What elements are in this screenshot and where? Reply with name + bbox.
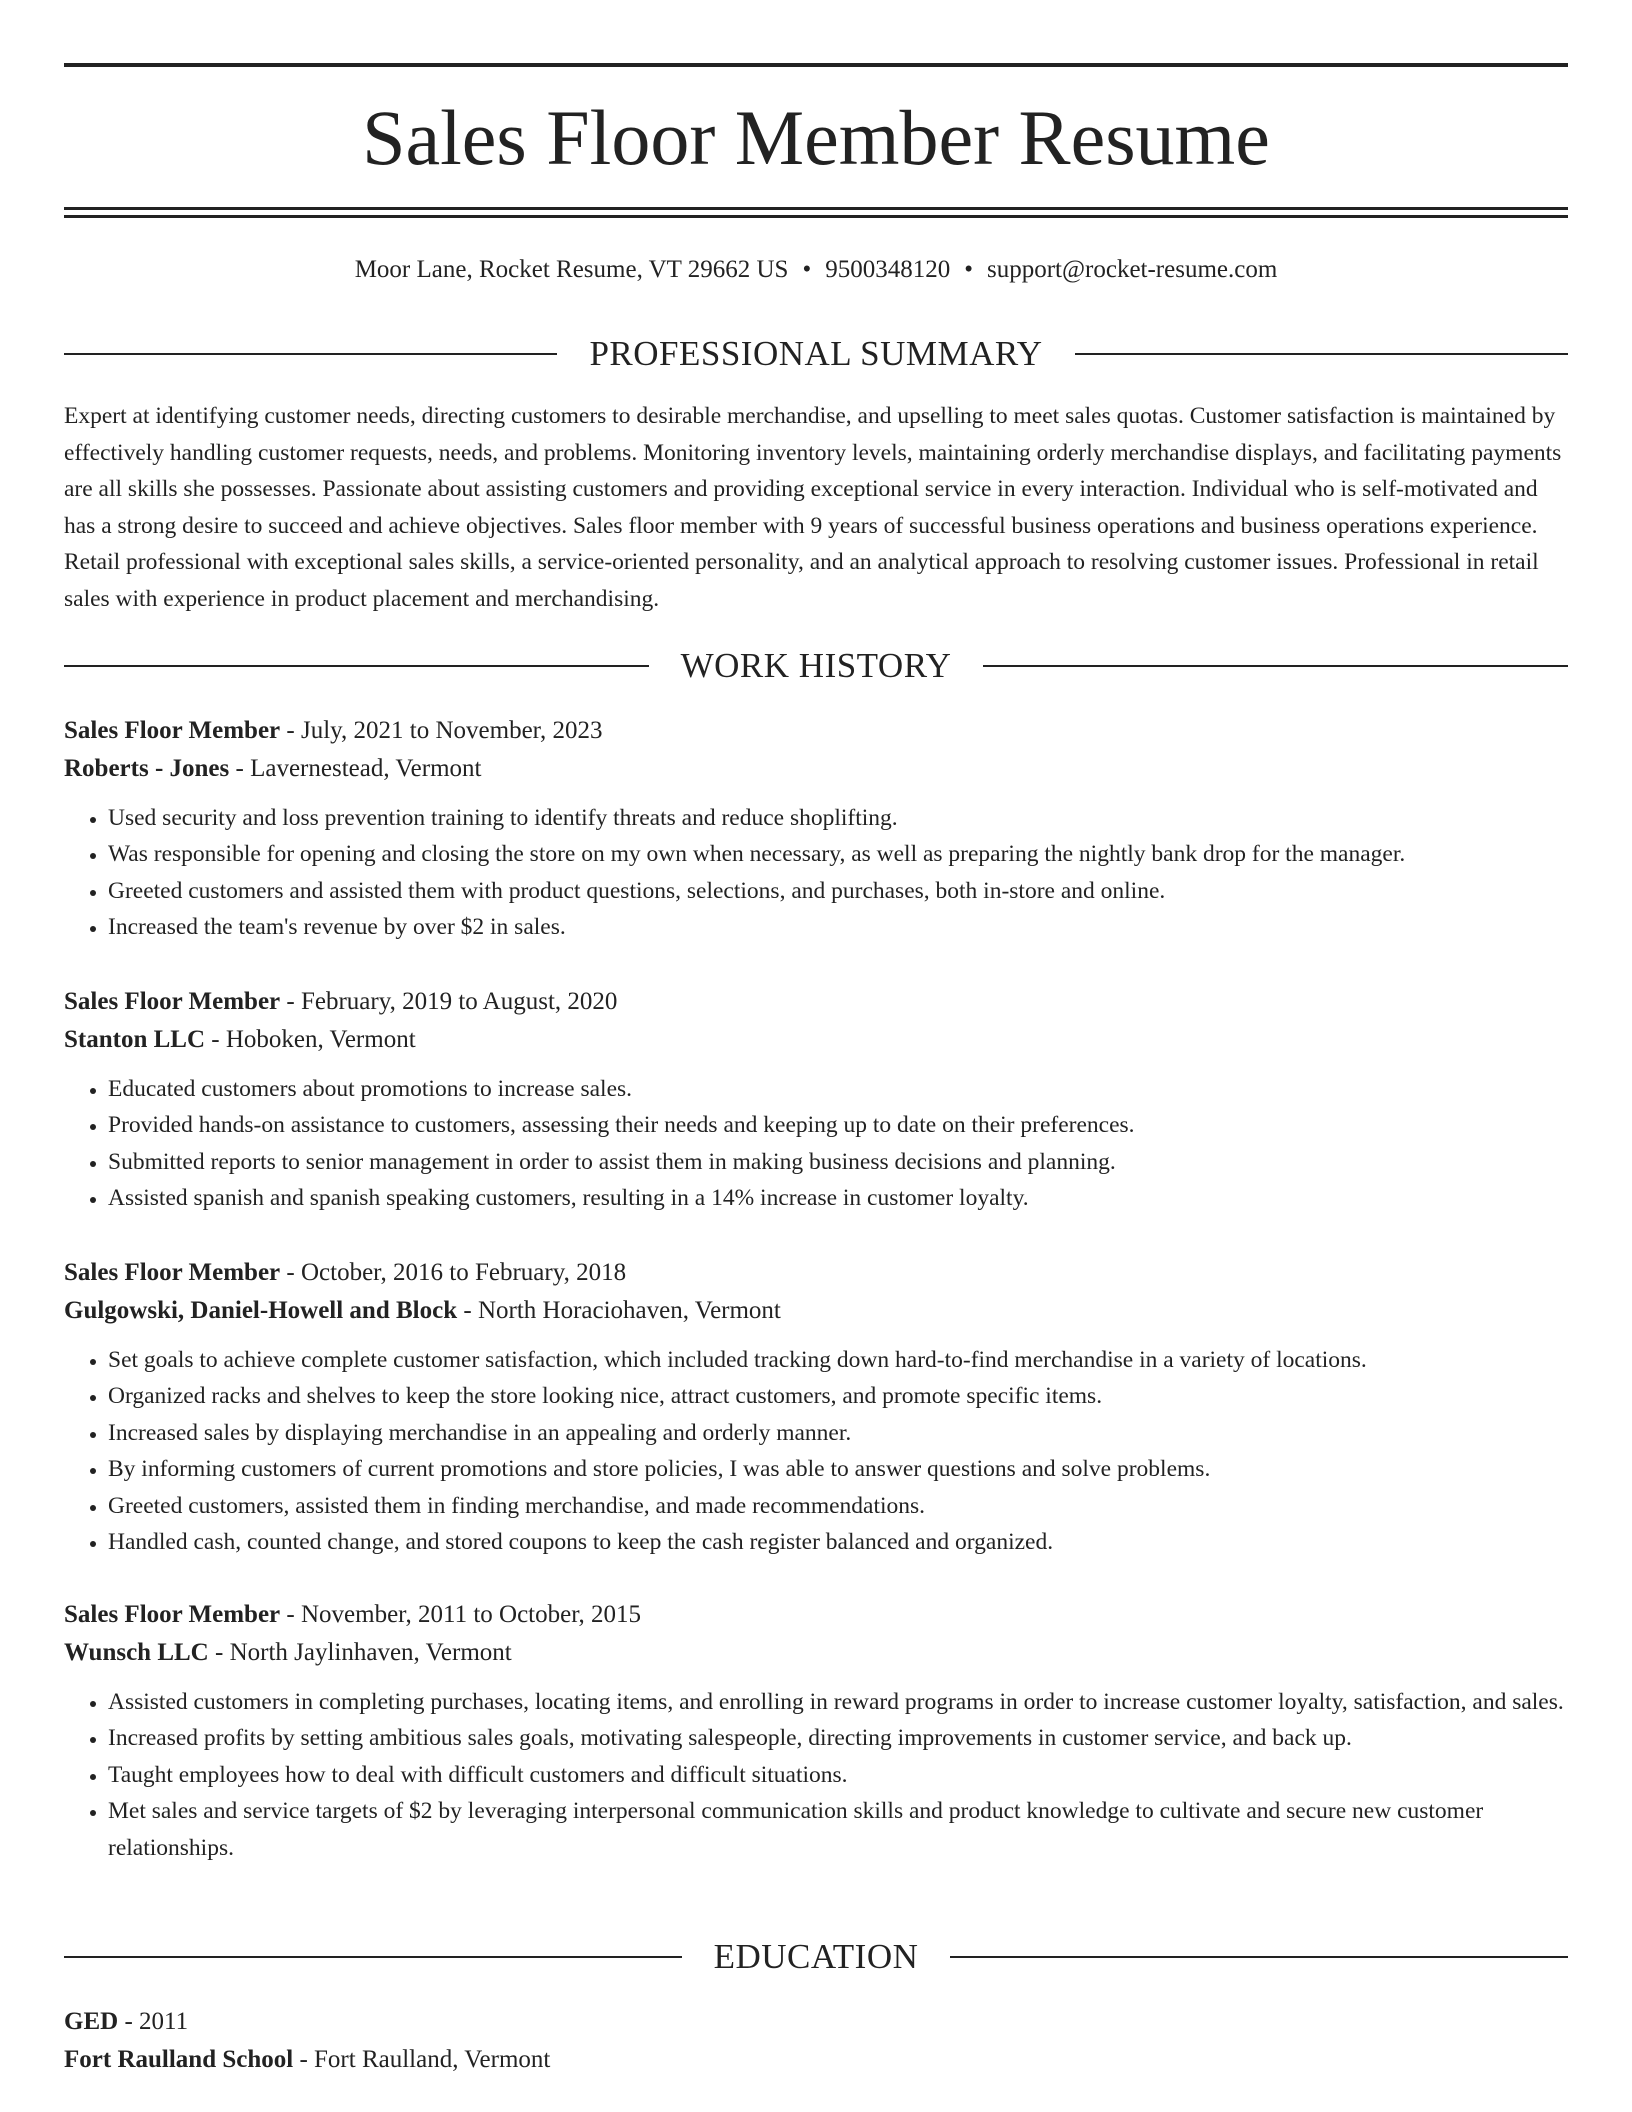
job-bullet: • Educated customers about promotions to increase sales. [108, 1071, 1568, 1107]
heading-rule-right [1075, 353, 1568, 355]
contact-separator: • [802, 256, 812, 283]
job-company: Wunsch LLC [64, 1639, 209, 1666]
contact-line [64, 252, 1568, 288]
job-bullet: • Was responsible for opening and closing the store on my own when necessary, as well as preparing the nightly bank drop for the manager. [108, 836, 1568, 872]
job-entry [64, 712, 1568, 946]
job-company-row [64, 1292, 1568, 1330]
job-bullet: • Provided hands-on assistance to customers, assessing their needs and keeping up to date on their preferences. [108, 1107, 1568, 1143]
job-bullet: • By informing customers of current promotions and store policies, I was able to answer questions and solve problems. [108, 1451, 1568, 1487]
job-title: Sales Floor Member [64, 717, 281, 744]
job-bullet: • Met sales and service targets of $2 by leveraging interpersonal communication skills and product knowledge to cultivate and secure new customer relationships. [108, 1793, 1568, 1866]
contact-phone: 9500348120 [825, 256, 951, 283]
job-bullets [64, 1684, 1568, 1866]
job-bullet: • Set goals to achieve complete customer satisfaction, which included tracking down hard-to-find merchandise in a variety of locations. [108, 1342, 1568, 1378]
job-title: Sales Floor Member [64, 988, 281, 1015]
job-title-row [64, 1254, 1568, 1292]
job-dates: - February, 2019 to August, 2020 [280, 988, 618, 1015]
heading-rule-left [64, 1956, 682, 1958]
job-title: Sales Floor Member [64, 1601, 281, 1628]
work-section-heading [64, 644, 1568, 688]
job-dates: - July, 2021 to November, 2023 [280, 717, 603, 744]
job-entry [64, 1596, 1568, 1866]
contact-separator: • [964, 256, 973, 283]
education-location: - Fort Raulland, Vermont [293, 2046, 551, 2073]
job-company-row [64, 1021, 1568, 1059]
education-year: - 2011 [118, 2008, 189, 2035]
job-title: Sales Floor Member [64, 1259, 281, 1286]
job-entry [64, 1254, 1568, 1560]
title-double-rule [64, 207, 1568, 218]
job-dates: - October, 2016 to February, 2018 [280, 1259, 627, 1286]
job-bullets [64, 800, 1568, 946]
job-bullet: • Handled cash, counted change, and stored coupons to keep the cash register balanced and organized. [108, 1524, 1568, 1560]
job-bullet: • Submitted reports to senior management in order to assist them in making business decisions and planning. [108, 1144, 1568, 1180]
job-bullet: • Taught employees how to deal with difficult customers and difficult situations. [108, 1757, 1568, 1793]
heading-rule-left [64, 353, 557, 355]
education-school: Fort Raulland School [64, 2046, 294, 2073]
job-bullet: • Increased profits by setting ambitious sales goals, motivating salespeople, directing improvements in customer service, and back up. [108, 1720, 1568, 1756]
job-company: Stanton LLC [64, 1026, 206, 1053]
section-title: EDUCATION [713, 1937, 919, 1976]
job-title-row [64, 1596, 1568, 1634]
job-location: - Lavernestead, Vermont [229, 755, 482, 782]
contact-email: support@rocket-resume.com [987, 256, 1278, 283]
job-bullets [64, 1071, 1568, 1217]
job-company-row [64, 750, 1568, 788]
job-company: Gulgowski, Daniel-Howell and Block [64, 1297, 458, 1324]
job-bullet: • Organized racks and shelves to keep the store looking nice, attract customers, and promote specific items. [108, 1378, 1568, 1414]
job-location: - North Jaylinhaven, Vermont [208, 1639, 512, 1666]
education-school-row [64, 2041, 1568, 2079]
job-bullets [64, 1342, 1568, 1560]
education-degree-row [64, 2003, 1568, 2041]
top-rule [64, 63, 1568, 67]
job-location: - Hoboken, Vermont [205, 1026, 416, 1053]
summary-section-heading [64, 332, 1568, 376]
heading-rule-right [950, 1956, 1568, 1958]
job-company: Roberts - Jones [64, 755, 230, 782]
job-company-row [64, 1634, 1568, 1672]
job-bullet: • Increased the team's revenue by over $2 in sales. [108, 909, 1568, 945]
job-bullet: • Used security and loss prevention training to identify threats and reduce shoplifting. [108, 800, 1568, 836]
resume-title: Sales Floor Member Resume [362, 94, 1270, 181]
job-location: - North Horaciohaven, Vermont [457, 1297, 781, 1324]
job-dates: - November, 2011 to October, 2015 [280, 1601, 642, 1628]
job-bullet: • Greeted customers and assisted them with product questions, selections, and purchases, both in-store and online. [108, 873, 1568, 909]
job-bullet: • Greeted customers, assisted them in finding merchandise, and made recommendations. [108, 1488, 1568, 1524]
education-degree: GED [64, 2008, 119, 2035]
job-title-row [64, 983, 1568, 1021]
education-section-heading [64, 1935, 1568, 1979]
job-bullet: • Assisted customers in completing purchases, locating items, and enrolling in reward programs in order to increase customer loyalty, satisfaction, and sales. [108, 1684, 1568, 1720]
heading-rule-right [983, 665, 1568, 667]
summary-text: Expert at identifying customer needs, directing customers to desirable merchandise, and upselling to meet sales quotas. Customer satisfaction is maintained by effectively handling customer requests, needs, and problems. Monitoring inventory levels, maintaining orderly merchandise displays, and facilitating payments are all skills she possesses. Passionate about assisting customers and providing exceptional service in every interaction. Individual who is self-motivated and has a strong desire to succeed and achieve objectives. Sales floor member with 9 years of successful business operations and business operations experience. Retail professional with exceptional sales skills, a service-oriented personality, and an analytical approach to resolving customer issues. Professional in retail sales with experience in product placement and merchandising. [64, 403, 1562, 612]
section-title: WORK HISTORY [680, 646, 952, 685]
job-title-row [64, 712, 1568, 750]
education-entry [64, 2003, 1568, 2079]
job-bullet: • Assisted spanish and spanish speaking customers, resulting in a 14% increase in customer loyalty. [108, 1180, 1568, 1216]
job-bullet: • Increased sales by displaying merchandise in an appealing and orderly manner. [108, 1415, 1568, 1451]
heading-rule-left [64, 665, 649, 667]
section-title: PROFESSIONAL SUMMARY [589, 334, 1043, 373]
contact-address: Moor Lane, Rocket Resume, VT 29662 US [354, 256, 789, 283]
job-entry [64, 983, 1568, 1217]
